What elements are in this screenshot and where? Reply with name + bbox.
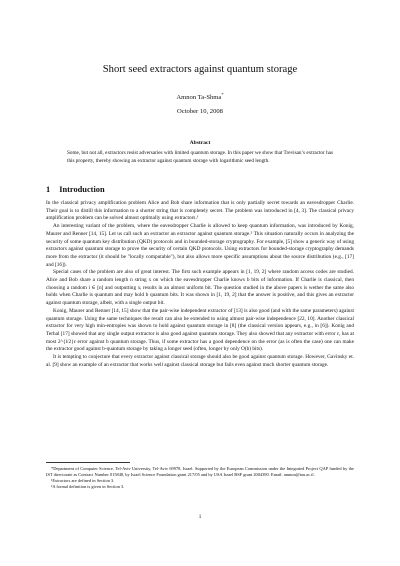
paper-date: October 10, 2008	[177, 108, 223, 115]
abstract-heading: Abstract	[189, 140, 211, 146]
paragraph-3: Special cases of the problem are also of great interest. The first such example appears in [1, 19, 2] where random access codes are studied. Alice and Bob share a random length n string x on which the eavesdropper Charlie knows b bits of information. If Charlie is classical, then choosing a random i ∈ [n] and outputting xᵢ results in an almost uniform bit. The question studied in the above papers is wether the same also holds when Charlie is quantum and may hold b quantum bits. It was shown in [1, 19, 2] that the answer is positive, and this gives an extractor against quantum storage, albeit, with a single output bit.	[46, 269, 354, 307]
section-number: 1	[46, 185, 51, 194]
footnote-2: ²A formal definition is given in Section 3.	[51, 484, 125, 490]
footnotes	[46, 462, 354, 490]
page-number: 1	[198, 514, 202, 520]
paragraph-2: An interesting variant of the problem, where the eavesdropper Charlie is allowed to keep quantum information, was introduced by Konig, Maurer and Renner [14, 15]. Let us call such an extractor an extractor against quantum storage.² This situation naturally occurs in analyzing the security of some quantum key distribution (QKD) protocols and in bounded-storage cryptography. For example, [5] show a generic way of using extractors against quantum storage to prove the security of certain QKD protocols. Using extractors for bounded-storage cryptography demands more from the extractor (it should be "locally computable"), but also allows more specific assumptions about the source distribution (e.g., [17] and [16]).	[46, 223, 354, 268]
section-title: Introduction	[59, 185, 105, 194]
section-body	[46, 200, 354, 369]
abstract-text: Some, but not all, extractors resist adversaries with limited quantum storage. In this paper we show that Trevisan’s extractor has this property, thereby showing an extractor against quantum storage with logarithmic seed length.	[67, 150, 333, 164]
paper-title: Short seed extractors against quantum storage	[102, 64, 298, 75]
paragraph-5: It is tempting to conjecture that every extractor against classical storage should also be good against quantum storage. However, Gavinsky et. al. [9] show an example of an extractor that works well against classical storage but fails even against much shorter quantum storage.	[46, 354, 354, 368]
section-heading	[46, 185, 105, 194]
footnote-affiliation: *Department of Computer Science, Tel-Aviv University, Tel-Aviv 69978, Israel. Supported by the European Commission under the Integrated Project QAP funded by the IST directorate as Contract Number 015848, by Israel Science Foundation grant 217/05 and by USA Israel BSF grant 2004390. Email: amnon@tau.ac.il.	[46, 466, 354, 478]
paragraph-4: Konig, Maurer and Renner [14, 15] show that the pair-wise independent extractor of [13] is also good (and with the same parameters) against quantum storage. Using the same techniques the result can also be extended to using almost pair-wise independence [22, 10]. Another classical extractor for very high min-entropies was shown to hold against quantum storage in [8] (the classical version appears, e.g., in [6]). Konig and Terhal [17] showed that any single output extractor is also good against quantum storage. They also showed that any extractor with error ε, has at most 2^{l/2}ε error against b quantum storage. Thus, if some extractor has a good dependence on the error (as is often the case) one can make the extractor good against b-quantum storage by taking a longer seed (often, longer by only O(b) bits).	[46, 307, 354, 353]
paragraph-1: In the classical privacy amplification problem Alice and Bob share information that is only partially secret towards an eavesdropper Charlie. Their goal is to distill this information to a shorter string that is completely secret. The problem was introduced in [4, 3]. The classical privacy amplification problem can be solved almost optimally using extractors.¹	[46, 200, 354, 222]
paper-author-line	[0, 91, 400, 101]
footnote-1: ¹Extractors are defined in Section 3.	[51, 478, 115, 484]
footnote-rule	[46, 462, 130, 463]
paper-author: Amnon Ta-Shma	[176, 94, 222, 101]
author-footnote-mark: *	[221, 91, 224, 97]
